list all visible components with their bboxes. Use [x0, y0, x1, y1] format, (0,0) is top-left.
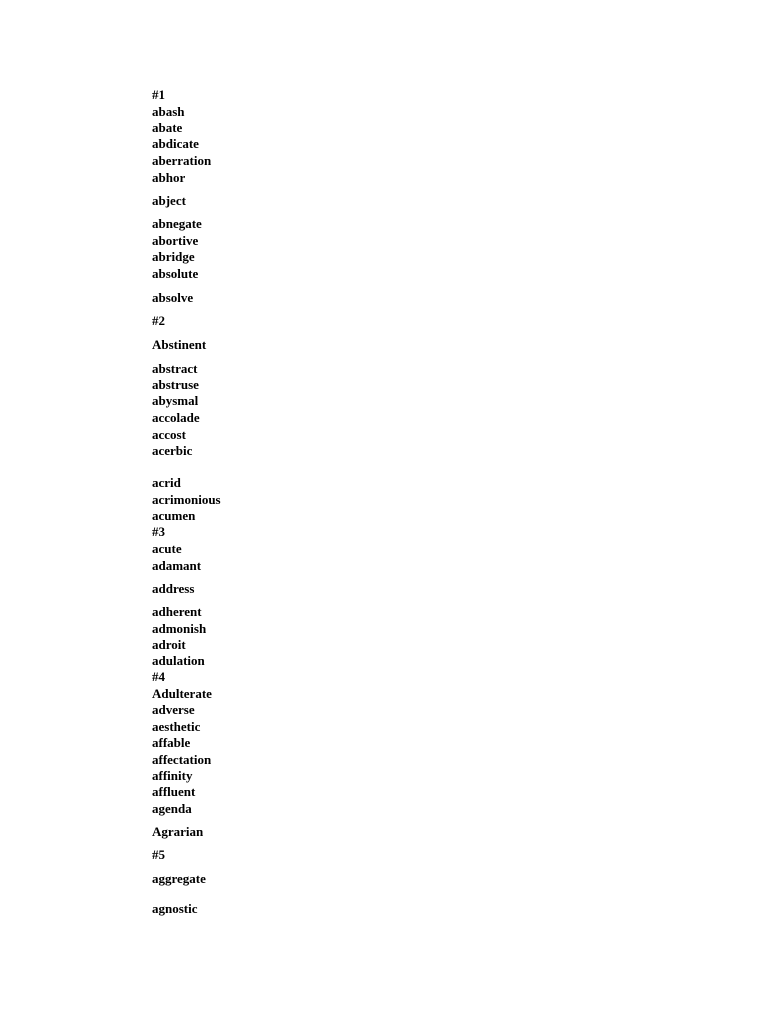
vocab-word: aesthetic	[152, 719, 201, 734]
vocab-word: abstract	[152, 361, 198, 376]
vocab-word: acumen	[152, 508, 196, 523]
vocab-word: abysmal	[152, 393, 199, 408]
vocab-word: abhor	[152, 170, 186, 185]
vocab-word: affectation	[152, 752, 212, 767]
vocab-word: Adulterate	[152, 686, 212, 701]
vocab-word: aggregate	[152, 871, 206, 886]
vocab-word: agenda	[152, 801, 192, 816]
vocab-word: admonish	[152, 621, 207, 636]
vocab-word: affluent	[152, 784, 196, 799]
vocab-word: affinity	[152, 768, 193, 783]
vocab-word: absolute	[152, 266, 199, 281]
vocab-word: acrid	[152, 475, 181, 490]
vocab-word: accolade	[152, 410, 200, 425]
vocab-word: acerbic	[152, 443, 193, 458]
section-number: #3	[152, 524, 165, 539]
vocab-word: Agrarian	[152, 824, 204, 839]
vocab-word: abate	[152, 120, 183, 135]
vocab-word: agnostic	[152, 901, 198, 916]
vocab-word: abortive	[152, 233, 199, 248]
vocab-word: abject	[152, 193, 186, 208]
vocab-word: abash	[152, 104, 185, 119]
vocab-word: abstruse	[152, 377, 199, 392]
vocab-word: acute	[152, 541, 182, 556]
vocab-word: abridge	[152, 249, 195, 264]
vocab-word: address	[152, 581, 195, 596]
vocab-word: accost	[152, 427, 186, 442]
vocab-word: abnegate	[152, 216, 202, 231]
vocab-word: adverse	[152, 702, 195, 717]
vocab-word: aberration	[152, 153, 212, 168]
section-number: #2	[152, 313, 165, 328]
vocab-word: Abstinent	[152, 337, 207, 352]
vocab-word: abdicate	[152, 136, 199, 151]
vocab-word: adulation	[152, 653, 205, 668]
vocab-word: adamant	[152, 558, 202, 573]
section-number: #1	[152, 87, 165, 102]
section-number: #4	[152, 669, 165, 684]
section-number: #5	[152, 847, 165, 862]
vocab-word: adroit	[152, 637, 186, 652]
vocab-word: affable	[152, 735, 191, 750]
vocab-word: acrimonious	[152, 492, 221, 507]
vocab-word: absolve	[152, 290, 194, 305]
vocab-word: adherent	[152, 604, 202, 619]
